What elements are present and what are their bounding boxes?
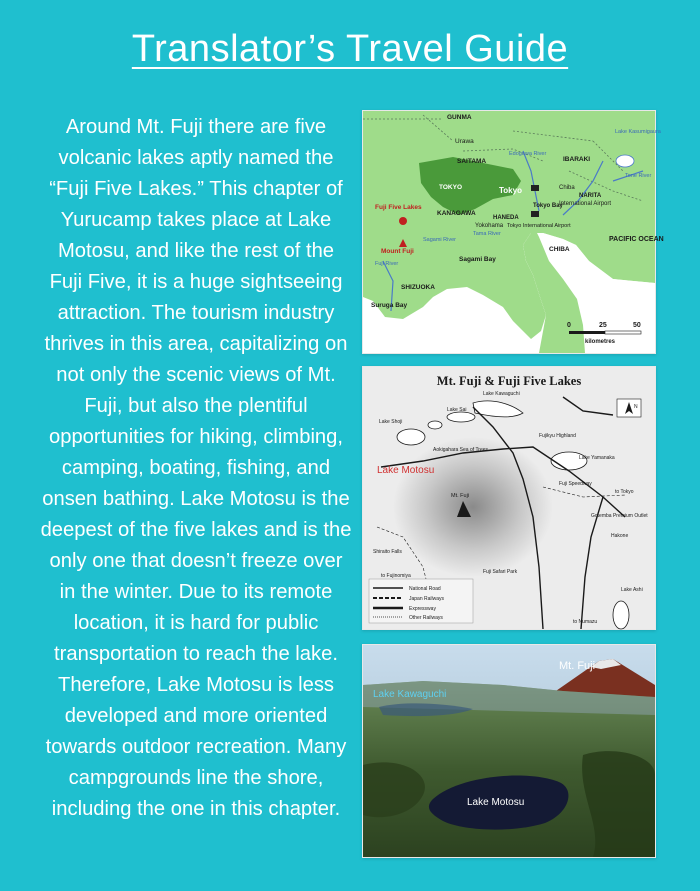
map2-label-lake-motosu: Lake Motosu — [377, 465, 435, 476]
kanto-map — [363, 111, 664, 353]
lake-motosu-shape — [397, 429, 425, 445]
guide-paragraph: Around Mt. Fuji there are five volcanic lakes aptly named the “Fuji Five Lakes.” This chapter of Yurucamp takes place at Lake Motosu, and like the rest of the Fuji Five, it is a huge sightseeing attraction. The tourism industry thrives in this area, capitalizing on not only the scenic views of Mt. Fuji, but also the plentiful opportunities for hiking, climbing, camping, boating, fishing, and onsen bathing. Lake Motosu is the deepest of the five lakes and is the only one that doesn’t freeze over in the winter. Due to its remote location, it is hard for public transportation to reach the lake. Therefore, Lake Motosu is less developed and more oriented towards outdoor recreation. Many campgrounds line the shore, including the one in this chapter. — [40, 116, 352, 820]
legend-other-railways: Other Railways — [409, 615, 443, 621]
map2-label-gotemba-outlet: Gotemba Premium Outlet — [591, 513, 648, 519]
label-tokyo: Tokyo — [499, 186, 522, 195]
page-title: Translator’s Travel Guide — [131, 28, 569, 70]
label-shizuoka: SHIZUOKA — [401, 284, 435, 291]
legend-national-road: National Road — [409, 586, 441, 592]
map2-label-to-numazu: to Numazu — [573, 619, 598, 625]
fuji-lakes-map-card — [362, 366, 656, 630]
label-sagami-bay: Sagami Bay — [459, 256, 496, 263]
map2-title: Mt. Fuji & Fuji Five Lakes — [436, 374, 582, 388]
label-tama-river: Tama River — [473, 231, 501, 237]
legend-expressway: Expressway — [409, 606, 436, 612]
label-edogawa-river: Edogawa River — [509, 151, 547, 157]
map2-label-fuji-speedway: Fuji Speedway — [559, 481, 592, 487]
fuji-five-lakes-marker — [399, 217, 407, 225]
map2-label-shiraito: Shiraito Falls — [373, 549, 402, 555]
map2-label-aokigahara: Aokigahara Sea of Trees — [433, 447, 489, 453]
label-narita-airport: International Airport — [559, 201, 612, 207]
label-kanagawa: KANAGAWA — [437, 210, 476, 217]
label-chiba-pref: CHIBA — [549, 246, 570, 253]
kanto-map-card — [362, 110, 664, 354]
scale-label-50: 50 — [633, 322, 641, 329]
label-fuji-river: Fuji River — [375, 261, 399, 267]
label-lake-kasumigaura: Lake Kasumigaura — [615, 129, 661, 135]
label-fuji-five-lakes: Fuji Five Lakes — [375, 204, 422, 211]
aerial-photo-card — [362, 644, 656, 858]
label-saitama: SAITAMA — [457, 158, 487, 165]
fuji-relief — [393, 437, 553, 577]
label-gunma: GUNMA — [447, 114, 472, 121]
map2-label-lake-yamanaka: Lake Yamanaka — [579, 455, 615, 461]
label-ibaraki: IBARAKI — [563, 156, 591, 163]
map2-legend — [369, 579, 473, 623]
label-tokyo-pref: TOKYO — [439, 184, 462, 191]
fuji-lakes-map — [363, 367, 655, 629]
label-yokohama: Yokohama — [475, 223, 504, 229]
map2-label-fuji-safari: Fuji Safari Park — [483, 569, 518, 575]
scale-unit: kilometres — [585, 339, 616, 345]
photo-label-mt-fuji: Mt. Fuji — [559, 660, 596, 672]
aerial-photo — [363, 645, 655, 857]
label-tokyo-bay: Tokyo Bay — [533, 203, 563, 209]
map2-label-hakone: Hakone — [611, 533, 629, 539]
label-sagami-river: Sagami River — [423, 237, 457, 243]
map2-label-lake-ashi: Lake Ashi — [621, 587, 643, 593]
map2-north-label: N — [634, 404, 638, 410]
label-chiba-city: Chiba — [559, 185, 575, 191]
map2-label-mt-fuji: Mt. Fuji — [451, 493, 470, 499]
map2-label-fuji-highland: Fujikyu Highland — [539, 433, 576, 439]
scale-label-0: 0 — [567, 322, 571, 329]
label-haneda: HANEDA — [493, 215, 519, 221]
label-urawa: Urawa — [455, 138, 474, 145]
map2-label-to-tokyo: to Tokyo — [615, 489, 634, 495]
label-pacific-ocean: PACIFIC OCEAN — [609, 236, 664, 243]
photo-label-lake-motosu: Lake Motosu — [467, 797, 525, 808]
map2-label-to-fujinomiya: to Fujinomiya — [381, 573, 411, 579]
map2-compass — [617, 399, 641, 417]
map2-label-lake-sai: Lake Sai — [447, 407, 467, 413]
map2-label-lake-kawaguchi: Lake Kawaguchi — [483, 391, 520, 397]
map2-label-lake-shoji: Lake Shoji — [379, 419, 403, 425]
label-haneda-airport: Tokyo International Airport — [507, 223, 571, 229]
label-suruga-bay: Suruga Bay — [371, 302, 408, 309]
scale-label-25: 25 — [599, 322, 607, 329]
label-mount-fuji: Mount Fuji — [381, 248, 414, 255]
label-narita: NARITA — [579, 193, 602, 199]
legend-japan-railways: Japan Railways — [409, 596, 445, 602]
photo-label-lake-kawaguchi: Lake Kawaguchi — [373, 689, 447, 700]
label-tone-river: Tone River — [625, 173, 652, 179]
